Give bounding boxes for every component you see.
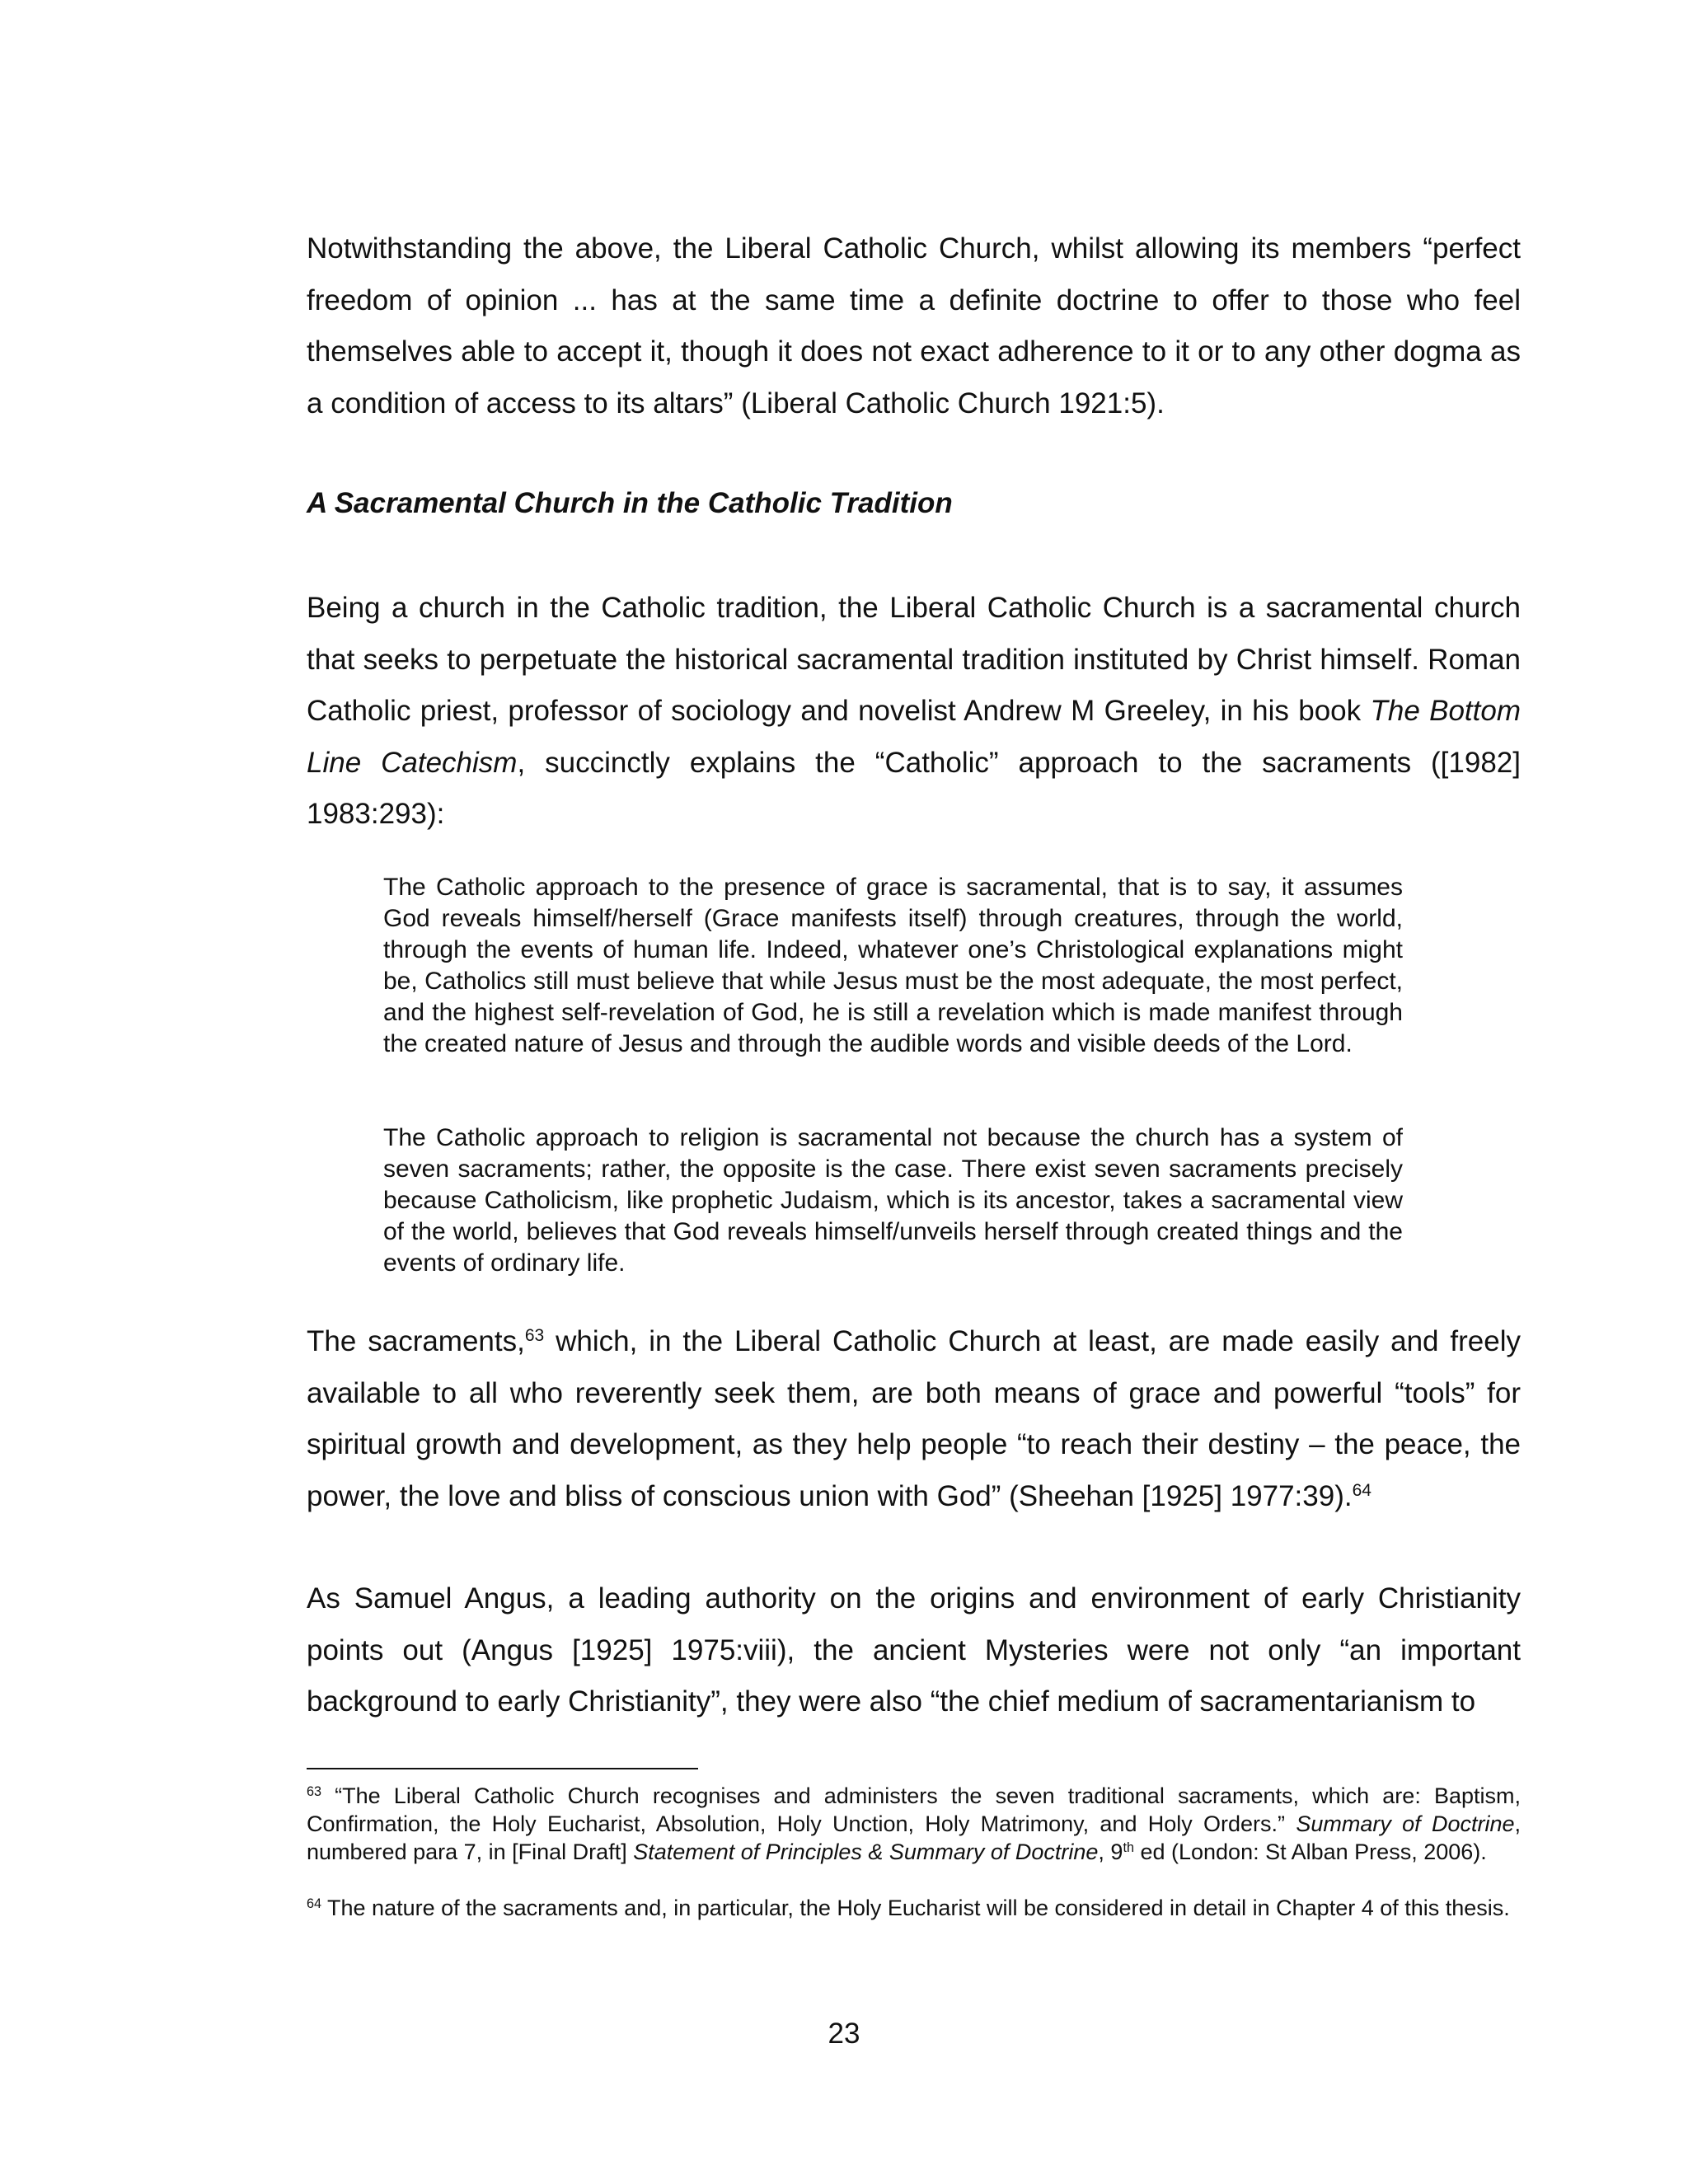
- footnote-64-text: The nature of the sacraments and, in particular, the Holy Eucharist will be considered in detail in Chapter 4 of this thesis.: [321, 1896, 1510, 1920]
- footnote-63-text-b: , numbered para 7, in [Final Draft]: [307, 1811, 1521, 1864]
- page-number: 23: [828, 2018, 860, 2050]
- block-quote-paragraph-2: The Catholic approach to religion is sacramental not because the church has a system of seven sacraments; rather, the opposite is the case. There exist seven sacraments precisely because Catholicism, like prophetic Judaism, which is its ancestor, takes a sacramental view of the world, believes that God reveals himself/unveils herself through created things and the events of ordinary life.: [383, 1124, 1403, 1277]
- footnote-63-number: 63: [307, 1784, 322, 1800]
- footnote-63-text-c: , 9: [1098, 1840, 1123, 1864]
- block-quote-paragraph-1: The Catholic approach to the presence of grace is sacramental, that is to say, it assumes God reveals himself/herself (Grace manifests itself) through creatures, through the world, through the events of human life. Indeed, whatever one’s Christological explanations might be, Catholics still must believe that while Jesus must be the most adequate, the most perfect, and the highest self-revelation of God, he is still a revelation which is made manifest through the created nature of Jesus and through the audible words and visible deeds of the Lord.: [383, 874, 1403, 1057]
- footnote-63-italic-b: Statement of Principles & Summary of Doctrine: [633, 1840, 1099, 1864]
- book-title: The Bottom Line Catechism: [307, 695, 1521, 779]
- paragraph-1: [307, 223, 1521, 429]
- section-heading: A Sacramental Church in the Catholic Tradition: [307, 487, 953, 519]
- footnote-63-ordinal: th: [1123, 1840, 1134, 1856]
- paragraph-4: [307, 1573, 1521, 1728]
- paragraph-3-text-a: The sacraments,: [307, 1325, 525, 1357]
- paragraph-3: [307, 1316, 1521, 1522]
- footnote-64: [307, 1894, 1521, 1922]
- paragraph-2-text-b: , succinctly explains the “Catholic” approach to the sacraments ([1982] 1983:293):: [307, 746, 1521, 830]
- paragraph-2: [307, 583, 1521, 841]
- paragraph-2-text-a: Being a church in the Catholic tradition, the Liberal Catholic Church is a sacramental church that seeks to perpetuate the historical sacramental tradition instituted by Christ himself. Roman Catholic priest, professor of sociology and novelist Andrew M Greeley, in his book: [307, 592, 1521, 727]
- footnote-ref-63: 63: [524, 1326, 545, 1346]
- footnote-64-number: 64: [307, 1896, 322, 1912]
- footnote-63-text-d: ed (London: St Alban Press, 2006).: [1133, 1840, 1487, 1864]
- paragraph-1-text: Notwithstanding the above, the Liberal Catholic Church, whilst allowing its members “perfect freedom of opinion ... has at the same time a definite doctrine to offer to those who feel themselves able to accept it, though it does not exact adherence to it or to any other dogma as a condition of access to its altars” (Liberal Catholic Church 1921:5).: [307, 232, 1521, 419]
- paragraph-4-text: As Samuel Angus, a leading authority on the origins and environment of early Christianity points out (Angus [1925] 1975:viii), the ancient Mysteries were not only “an important background to early Christianity”, they were also “the chief medium of sacramentarianism to: [307, 1582, 1521, 1718]
- footnote-63-italic-a: Summary of Doctrine: [1296, 1811, 1515, 1836]
- footnote-ref-64: 64: [1352, 1480, 1372, 1500]
- footnote-63: [307, 1782, 1521, 1866]
- footnote-63-text-a: “The Liberal Catholic Church recognises and administers the seven traditional sacraments, which are: Baptism, Confirmation, the Holy Eucharist, Absolution, Holy Unction, Holy Matrimony, and Holy Orders.”: [307, 1783, 1521, 1836]
- paragraph-3-text-b: which, in the Liberal Catholic Church at least, are made easily and freely available to all who reverently seek them, are both means of grace and powerful “tools” for spiritual growth and development, as they help people “to reach their destiny – the peace, the power, the love and bliss of conscious union with God” (Sheehan [1925] 1977:39).: [307, 1325, 1522, 1512]
- footnote-separator: [307, 1768, 698, 1769]
